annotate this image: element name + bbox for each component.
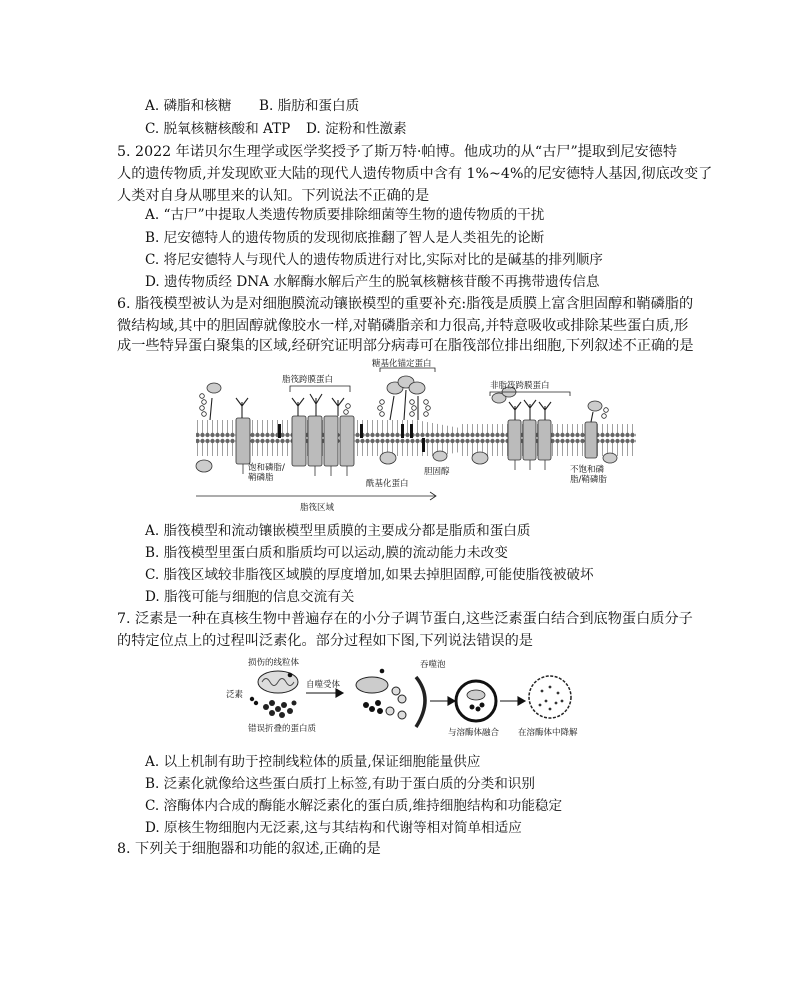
label-misfolded: 错误折叠的蛋白质: [248, 724, 317, 734]
sugar-chains: [210, 390, 593, 422]
q7-option-a: A. 以上机制有助于控制线粒体的质量,保证细胞能量供应: [145, 754, 481, 770]
label-fuse: 与溶酶体融合: [448, 728, 500, 738]
label-glyco-anchor: 糖基化锚定蛋白: [372, 359, 432, 369]
q6-stem-line-3: 成一些特异蛋白聚集的区域,经研究证明部分病毒可在脂筏部位排出细胞,下列叙述不正确的是: [117, 338, 694, 354]
q5-stem-line-3: 人类对自身从哪里来的认知。下列说法不正确的是: [117, 188, 430, 204]
label-phagophore: 吞噬泡: [420, 660, 446, 670]
ubiquitination-diagram: [220, 655, 580, 747]
arrow-degrade: [500, 697, 525, 705]
q7-option-d: D. 原核生物细胞内无泛素,这与其结构和代谢等相对简单相适应: [145, 820, 522, 836]
q6-option-d: D. 脂筏可能与细胞的信息交流有关: [145, 589, 355, 605]
label-ubiquitin: 泛素: [226, 690, 244, 700]
autophagy-receptor-icon: [356, 669, 406, 719]
q4-option-a: A. 磷脂和核糖: [145, 98, 232, 114]
q5-option-a: A. “古尸”中提取人类遗传物质要排除细菌等生物的遗传物质的干扰: [145, 207, 545, 223]
label-raft-region: 脂筏区域: [300, 503, 335, 513]
label-unsaturated-2: 脂/鞘磷脂: [570, 475, 607, 485]
q4-option-b: B. 脂肪和蛋白质: [259, 98, 360, 114]
q7-stem-line-1: 7. 泛素是一种在真核生物中普遍存在的小分子调节蛋白,这些泛素蛋白结合到底物蛋白质分子: [117, 611, 693, 627]
label-saturated-1: 饱和磷脂/: [248, 463, 285, 473]
label-unsaturated-1: 不饱和磷: [570, 465, 605, 475]
q8-stem: 8. 下列关于细胞器和功能的叙述,正确的是: [117, 841, 381, 857]
label-saturated-2: 鞘磷脂: [248, 473, 274, 483]
label-degrade: 在溶酶体中降解: [518, 728, 578, 738]
q6-option-c: C. 脂筏区域较非脂筏区域膜的厚度增加,如果去掉胆固醇,可能使脂筏被破坏: [145, 567, 594, 583]
damaged-mitochondrion-icon: [258, 671, 298, 693]
misfolded-protein-icon: [263, 700, 297, 718]
q5-stem-line-2: 人的遗传物质,并发现欧亚大陆的现代人遗传物质中含有 1%~4%的尼安德特人基因,彻底改变了: [117, 166, 713, 182]
arrow-fuse: [430, 697, 455, 705]
q5-option-c: C. 将尼安德特人与现代人的遗传物质进行对比,实际对比的是碱基的排列顺序: [145, 252, 603, 268]
q7-stem-line-2: 的特定位点上的过程叫泛素化。部分过程如下图,下列说法错误的是: [117, 633, 533, 649]
q5-stem-line-1: 5. 2022 年诺贝尔生理学或医学奖授予了斯万特·帕博。他成功的从“古尸”提取到尼安德特: [117, 144, 678, 160]
label-autophagy-receptor: 自噬受体: [306, 680, 341, 690]
ubiquitin-icon: [250, 697, 258, 705]
q5-option-d: D. 遗传物质经 DNA 水解酶水解后产生的脱氧核糖核苷酸不再携带遗传信息: [145, 274, 600, 290]
q6-option-a: A. 脂筏模型和流动镶嵌模型里质膜的主要成分都是脂质和蛋白质: [145, 523, 531, 539]
q6-option-b: B. 脂筏模型里蛋白质和脂质均可以运动,膜的流动能力未改变: [145, 545, 508, 561]
membrane-bilayer: [196, 420, 636, 460]
q4-option-c: C. 脱氧核糖核酸和 ATP: [145, 121, 291, 137]
label-cholesterol: 胆固醇: [424, 467, 450, 477]
lysosome-icon: [529, 676, 571, 718]
lipid-raft-diagram: [190, 358, 640, 513]
q6-stem-line-1: 6. 脂筏模型被认为是对细胞膜流动镶嵌模型的重要补充:脂筏是质膜上富含胆固醇和鞘磷脂的: [117, 296, 694, 312]
autophagosome-icon: [456, 681, 496, 721]
arrow-autophagy: [306, 689, 343, 697]
q7-option-c: C. 溶酶体内合成的酶能水解泛素化的蛋白质,维持细胞结构和功能稳定: [145, 798, 563, 814]
label-damaged-mito: 损伤的线粒体: [248, 658, 300, 668]
q5-option-b: B. 尼安德特人的遗传物质的发现彻底推翻了智人是人类祖先的论断: [145, 230, 545, 246]
label-non-raft-protein: 非脂筏跨膜蛋白: [490, 381, 550, 391]
phagophore-icon: [416, 677, 425, 727]
q4-option-d: D. 淀粉和性激素: [306, 121, 407, 137]
q7-option-b: B. 泛素化就像给这些蛋白质打上标签,有助于蛋白质的分类和识别: [145, 776, 535, 792]
q6-stem-line-2: 微结构域,其中的胆固醇就像胶水一样,对鞘磷脂亲和力很高,并特意吸收或排除某些蛋白质,形: [117, 318, 689, 334]
label-acylated: 酰基化蛋白: [366, 479, 409, 489]
label-raft-protein: 脂筏跨膜蛋白: [282, 375, 334, 385]
